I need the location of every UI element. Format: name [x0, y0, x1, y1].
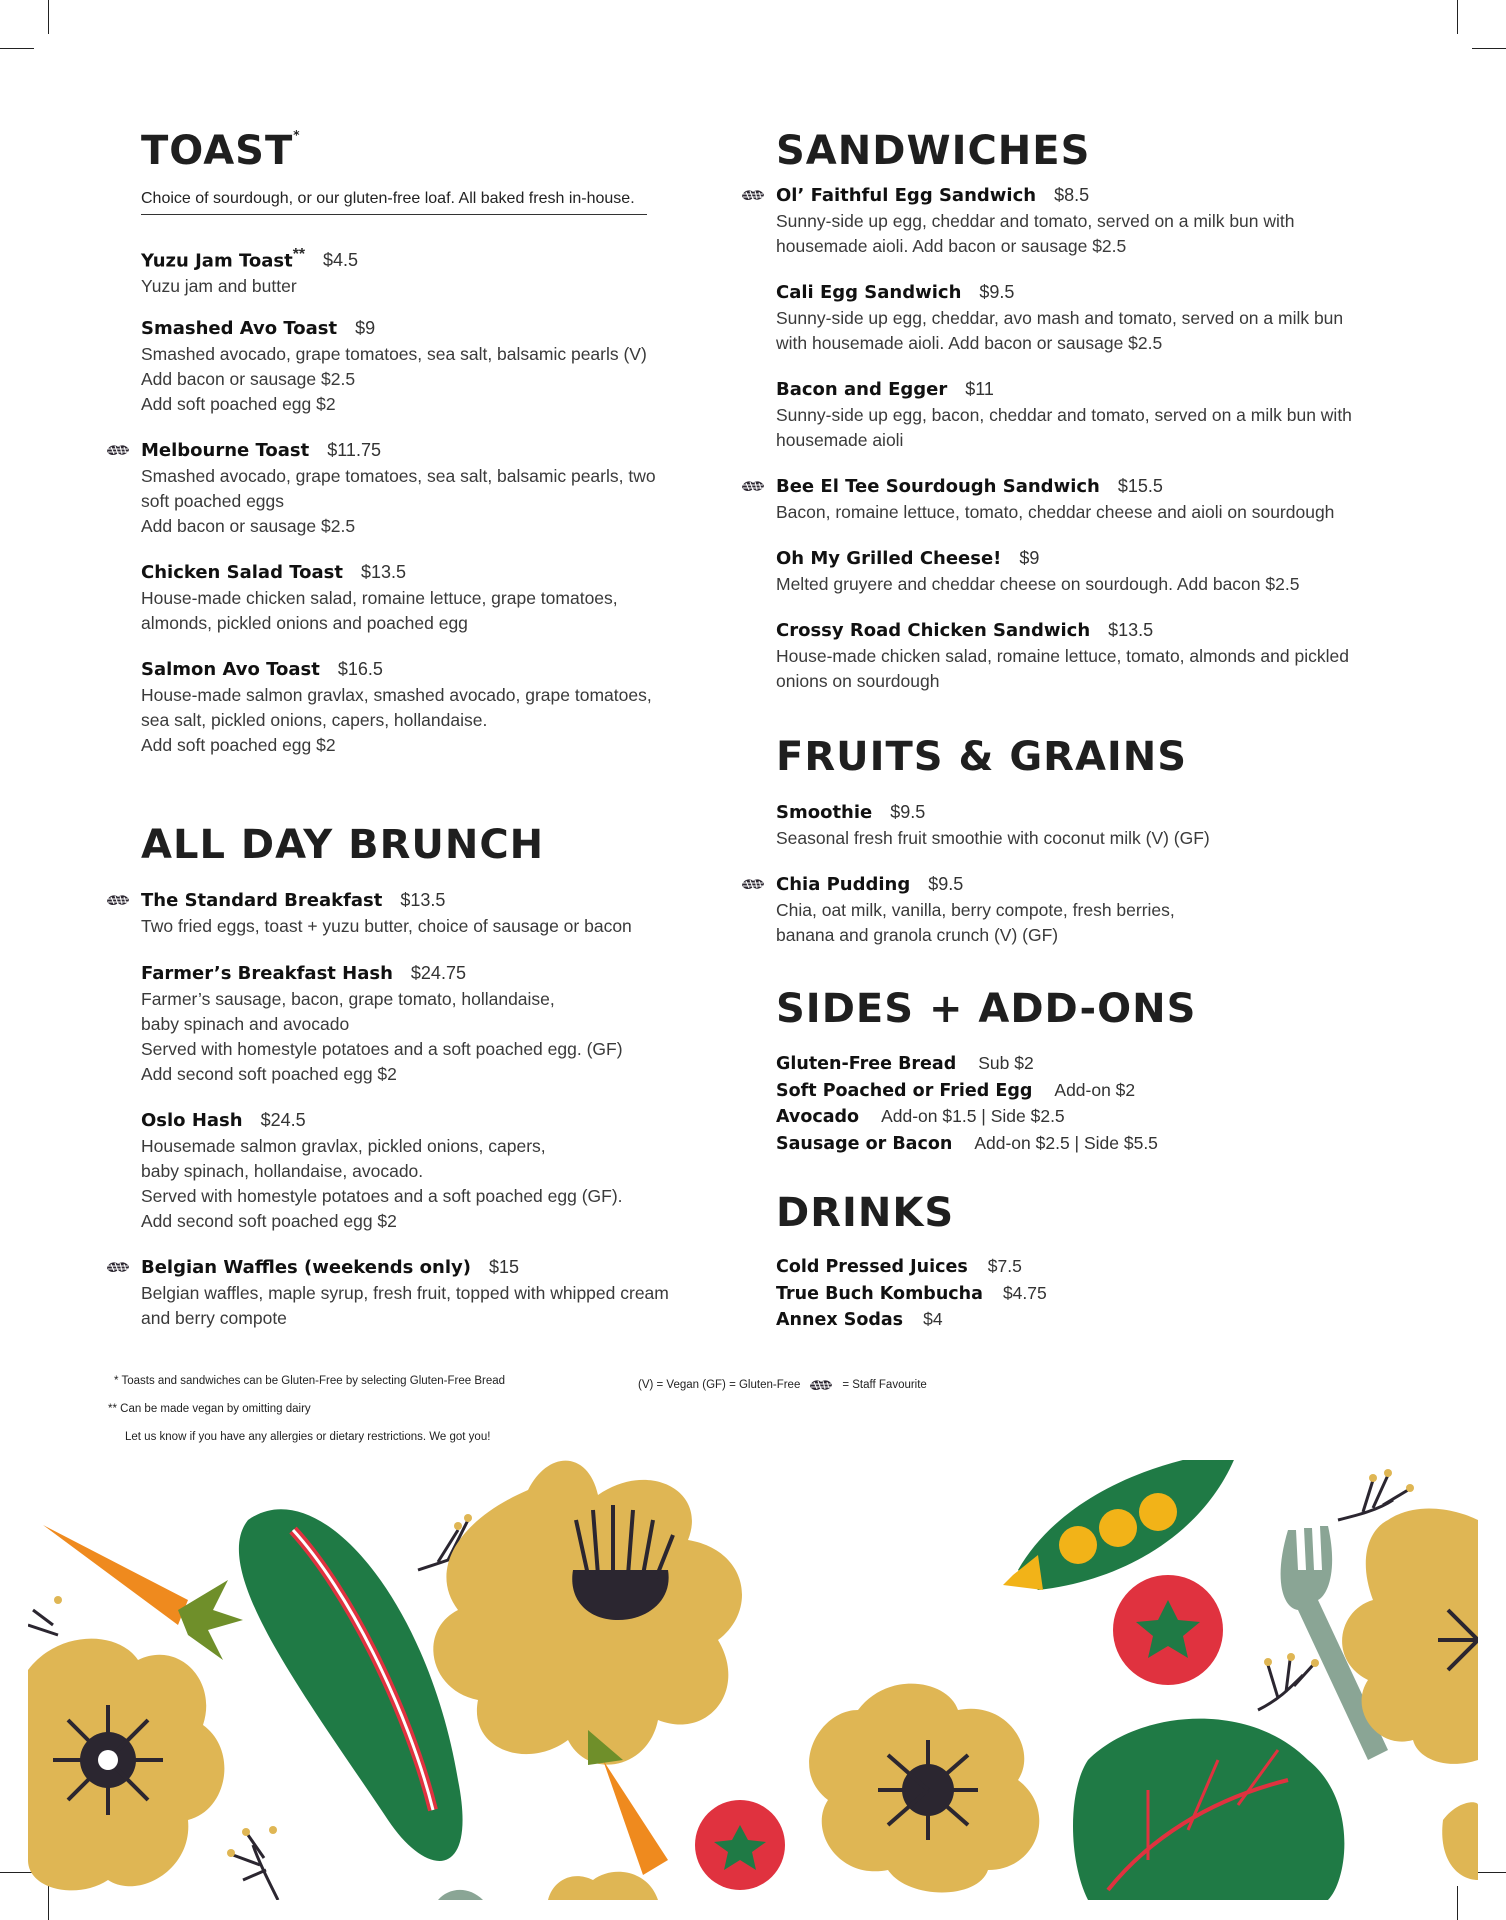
menu-item — [776, 545, 1376, 597]
menu-item-price: $9.5 — [890, 802, 926, 822]
menu-item-header — [141, 960, 701, 987]
crop-mark — [1457, 0, 1458, 34]
menu-item-description: Sunny-side up egg, cheddar and tomato, served on a milk bun with — [776, 211, 1295, 231]
menu-item-description: Add second soft poached egg $2 — [141, 1211, 397, 1231]
menu-item — [776, 799, 1376, 851]
drinks-list — [776, 1254, 1047, 1334]
menu-item-description: sea salt, pickled onions, capers, hollandaise. — [141, 710, 488, 730]
menu-item-price: $11 — [965, 379, 994, 399]
menu-item-description: Smashed avocado, grape tomatoes, sea salt, balsamic pearls, two — [141, 466, 656, 486]
drinks-section-title: DRINKS — [776, 1190, 955, 1236]
menu-item-price: $9.5 — [928, 874, 964, 894]
menu-item-description: Add soft poached egg $2 — [141, 735, 336, 755]
menu-item-description: banana and granola crunch (V) (GF) — [776, 925, 1059, 945]
vegetable-illustration — [28, 1460, 1478, 1900]
yellow-flower-left-icon — [28, 1639, 224, 1891]
menu-item-description: Seasonal fresh fruit smoothie with coconut milk (V) (GF) — [776, 828, 1210, 848]
menu-item-description: Smashed avocado, grape tomatoes, sea salt, balsamic pearls (V) — [141, 344, 647, 364]
menu-item-description: almonds, pickled onions and poached egg — [141, 613, 468, 633]
menu-item-price: Add-on $1.5 | Side $2.5 — [881, 1106, 1065, 1126]
tomato-bottom-icon — [695, 1800, 785, 1890]
menu-item-header — [776, 545, 1376, 572]
chard-leaf-icon — [1073, 1719, 1344, 1900]
menu-item — [776, 617, 1376, 694]
menu-item-name: Smashed Avo Toast — [141, 318, 338, 339]
menu-item-name: Bacon and Egger — [776, 379, 948, 400]
menu-item-price: $11.75 — [327, 440, 381, 460]
menu-item-description: Housemade salmon gravlax, pickled onions, capers, — [141, 1136, 546, 1156]
menu-item-name: The Standard Breakfast — [141, 890, 383, 911]
side-item — [776, 1131, 1158, 1158]
menu-item-name: Avocado — [776, 1107, 860, 1127]
menu-item-name: Crossy Road Chicken Sandwich — [776, 620, 1091, 641]
menu-item-price: Add-on $2.5 | Side $5.5 — [974, 1132, 1158, 1153]
menu-item-description: House-made chicken salad, romaine lettuce, tomato, almonds and pickled — [776, 646, 1349, 666]
menu-item-description: baby spinach and avocado — [141, 1014, 350, 1034]
toast-subtitle: Choice of sourdough, or our gluten-free loaf. All baked fresh in-house. — [141, 190, 647, 215]
menu-item-price: $16.5 — [337, 659, 383, 679]
footnote-vegan: ** Can be made vegan by omitting dairy — [108, 1403, 311, 1415]
side-item — [776, 1104, 1158, 1131]
menu-item-description: baby spinach, hollandaise, avocado. — [141, 1161, 424, 1181]
menu-item-name: Sausage or Bacon — [776, 1133, 953, 1154]
menu-item-name: Smoothie — [776, 802, 873, 823]
toast-section-title: TOAST* — [141, 128, 301, 174]
side-item — [776, 1051, 1158, 1078]
menu-item-description: Sunny-side up egg, bacon, cheddar and tomato, served on a milk bun with — [776, 405, 1352, 425]
menu-item-description: Yuzu jam and butter — [141, 276, 297, 297]
staff-favourite-icon — [740, 187, 766, 203]
menu-item-price: $13.5 — [1108, 620, 1154, 640]
stamen-top-right-icon — [1338, 1469, 1414, 1520]
menu-item-name: Ol’ Faithful Egg Sandwich — [776, 185, 1037, 206]
menu-item-header — [141, 656, 701, 683]
crop-mark — [48, 0, 49, 34]
menu-item — [141, 960, 701, 1087]
yellow-blob-bottom-icon — [548, 1872, 658, 1900]
menu-item — [776, 376, 1376, 453]
menu-item-name: Cold Pressed Juices — [776, 1257, 968, 1277]
menu-item-description: and berry compote — [141, 1308, 287, 1328]
legend-diet: (V) = Vegan (GF) = Gluten-Free — [638, 1379, 801, 1391]
menu-item-description: Add soft poached egg $2 — [141, 394, 336, 414]
drink-item — [776, 1281, 1047, 1308]
menu-item-header — [776, 871, 1376, 898]
menu-item-price: $13.5 — [400, 890, 446, 910]
menu-item-name: Bee El Tee Sourdough Sandwich — [776, 476, 1100, 497]
menu-item — [776, 279, 1376, 356]
footnote-allergies: Let us know if you have any allergies or dietary restrictions. We got you! — [125, 1431, 491, 1443]
menu-item-name: Gluten-Free Bread — [776, 1054, 957, 1074]
menu-item-header — [141, 559, 701, 586]
menu-item-name: Chicken Salad Toast — [141, 562, 343, 583]
menu-item — [776, 182, 1376, 259]
menu-item-description: Belgian waffles, maple syrup, fresh fruit, topped with whipped cream — [141, 1283, 669, 1303]
crop-mark — [1472, 48, 1506, 49]
sage-blob-bottom-icon — [438, 1890, 483, 1900]
menu-item-name: Chia Pudding — [776, 874, 911, 895]
menu-item — [141, 887, 701, 939]
drink-item — [776, 1254, 1047, 1281]
menu-item-description: House-made chicken salad, romaine lettuce, grape tomatoes, — [141, 588, 618, 608]
menu-item-header — [141, 1107, 701, 1134]
menu-item-name: Yuzu Jam Toast — [141, 250, 293, 272]
menu-item-name: Melbourne Toast — [141, 440, 310, 461]
cucumber-icon — [239, 1509, 463, 1861]
menu-item — [141, 242, 701, 299]
menu-item-price: $4.75 — [1002, 1282, 1047, 1303]
menu-item-description: Add second soft poached egg $2 — [141, 1064, 397, 1084]
menu-item-description: soft poached eggs — [141, 491, 285, 511]
crop-mark — [0, 48, 34, 49]
menu-item-header — [141, 887, 701, 914]
menu-item-price: $9.5 — [979, 282, 1015, 302]
menu-item-price: $9 — [1019, 548, 1040, 568]
fruits-section-title: FRUITS & GRAINS — [776, 734, 1188, 780]
pea-pod-icon — [1003, 1460, 1238, 1590]
stamen-left-edge-icon — [28, 1596, 62, 1635]
menu-item-description: Farmer’s sausage, bacon, grape tomato, hollandaise, — [141, 989, 555, 1009]
sandwiches-section-title: SANDWICHES — [776, 128, 1091, 174]
small-stamen-bottom-icon — [227, 1826, 278, 1900]
menu-item — [776, 473, 1376, 525]
yellow-flower-right-icon — [1342, 1508, 1478, 1880]
menu-item-price: $24.75 — [410, 963, 466, 983]
menu-item-name: Belgian Waffles (weekends only) — [141, 1257, 471, 1278]
menu-item-description: Served with homestyle potatoes and a soft poached egg (GF). — [141, 1186, 623, 1206]
menu-item-name: Salmon Avo Toast — [141, 659, 320, 680]
menu-item-name: True Buch Kombucha — [776, 1283, 983, 1304]
menu-item — [141, 437, 701, 539]
sides-section-title: SIDES + ADD-ONS — [776, 986, 1197, 1032]
menu-item — [141, 559, 701, 636]
menu-item-price: Add-on $2 — [1054, 1079, 1136, 1100]
menu-item-header — [776, 617, 1376, 644]
footnote-mark: ** — [292, 246, 306, 263]
menu-item-description: Bacon, romaine lettuce, tomato, cheddar cheese and aioli on sourdough — [776, 502, 1335, 522]
sides-list — [776, 1051, 1158, 1157]
stamen-right-icon — [1258, 1653, 1319, 1710]
menu-item-header — [776, 182, 1376, 209]
menu-item-header — [141, 315, 701, 342]
menu-item-price: $9 — [355, 318, 376, 338]
staff-favourite-icon — [808, 1377, 834, 1393]
menu-item-description: Melted gruyere and cheddar cheese on sourdough. Add bacon $2.5 — [776, 574, 1300, 594]
legend-favourite: = Staff Favourite — [842, 1379, 927, 1391]
staff-favourite-icon — [105, 892, 131, 908]
menu-item-description: House-made salmon gravlax, smashed avocado, grape tomatoes, — [141, 685, 652, 705]
footnote-gluten-free: * Toasts and sandwiches can be Gluten-Free by selecting Gluten-Free Bread — [114, 1375, 505, 1387]
menu-item-description: housemade aioli — [776, 430, 904, 450]
drink-item — [776, 1307, 1047, 1334]
menu-item-header — [776, 376, 1376, 403]
carrot-left-icon — [43, 1525, 243, 1660]
menu-item-header — [141, 242, 701, 274]
menu-item-description: with housemade aioli. Add bacon or sausage $2.5 — [776, 333, 1163, 353]
menu-item-header — [776, 279, 1376, 306]
menu-item-header — [141, 1254, 701, 1281]
menu-item-price: $24.5 — [260, 1110, 306, 1130]
staff-favourite-icon — [105, 442, 131, 458]
tomato-right-icon — [1113, 1575, 1223, 1685]
side-item — [776, 1078, 1158, 1105]
menu-item-description: onions on sourdough — [776, 671, 940, 691]
brunch-section-title: ALL DAY BRUNCH — [141, 822, 545, 868]
menu-item — [141, 1107, 701, 1234]
menu-item-description: Add bacon or sausage $2.5 — [141, 516, 356, 536]
menu-item-description: Chia, oat milk, vanilla, berry compote, fresh berries, — [776, 900, 1175, 920]
yellow-flower-center-icon — [433, 1461, 742, 1765]
menu-item-price: $4 — [923, 1309, 943, 1329]
staff-favourite-icon — [740, 876, 766, 892]
yellow-flower-mid-icon — [809, 1684, 1039, 1893]
menu-item-name: Soft Poached or Fried Egg — [776, 1080, 1033, 1101]
menu-item-description: Served with homestyle potatoes and a soft poached egg. (GF) — [141, 1039, 623, 1059]
menu-item-price: $13.5 — [360, 562, 406, 582]
menu-item — [141, 656, 701, 758]
menu-item-price: $15 — [488, 1257, 520, 1277]
menu-item-description: Two fried eggs, toast + yuzu butter, choice of sausage or bacon — [141, 916, 632, 936]
menu-item-header — [776, 799, 1376, 826]
staff-favourite-icon — [740, 478, 766, 494]
menu-item-price: $7.5 — [987, 1256, 1022, 1276]
menu-item — [141, 315, 701, 417]
menu-item-price: $15.5 — [1117, 476, 1163, 496]
menu-item-description: Sunny-side up egg, cheddar, avo mash and tomato, served on a milk bun — [776, 308, 1344, 328]
menu-item-header — [776, 473, 1376, 500]
legend — [638, 1377, 927, 1393]
menu-item-name: Oh My Grilled Cheese! — [776, 548, 1002, 569]
menu-item — [776, 871, 1376, 948]
menu-item-description: housemade aioli. Add bacon or sausage $2.5 — [776, 236, 1127, 256]
menu-item-name: Oslo Hash — [141, 1110, 243, 1131]
menu-item-name: Farmer’s Breakfast Hash — [141, 963, 393, 984]
menu-item — [141, 1254, 701, 1331]
menu-item-description: Add bacon or sausage $2.5 — [141, 369, 356, 389]
menu-item-name: Cali Egg Sandwich — [776, 282, 962, 303]
staff-favourite-icon — [105, 1259, 131, 1275]
menu-item-name: Annex Sodas — [776, 1310, 904, 1330]
menu-item-price: Sub $2 — [978, 1053, 1034, 1073]
menu-item-price: $4.5 — [323, 250, 359, 271]
menu-item-price: $8.5 — [1054, 185, 1090, 205]
menu-item-header — [141, 437, 701, 464]
